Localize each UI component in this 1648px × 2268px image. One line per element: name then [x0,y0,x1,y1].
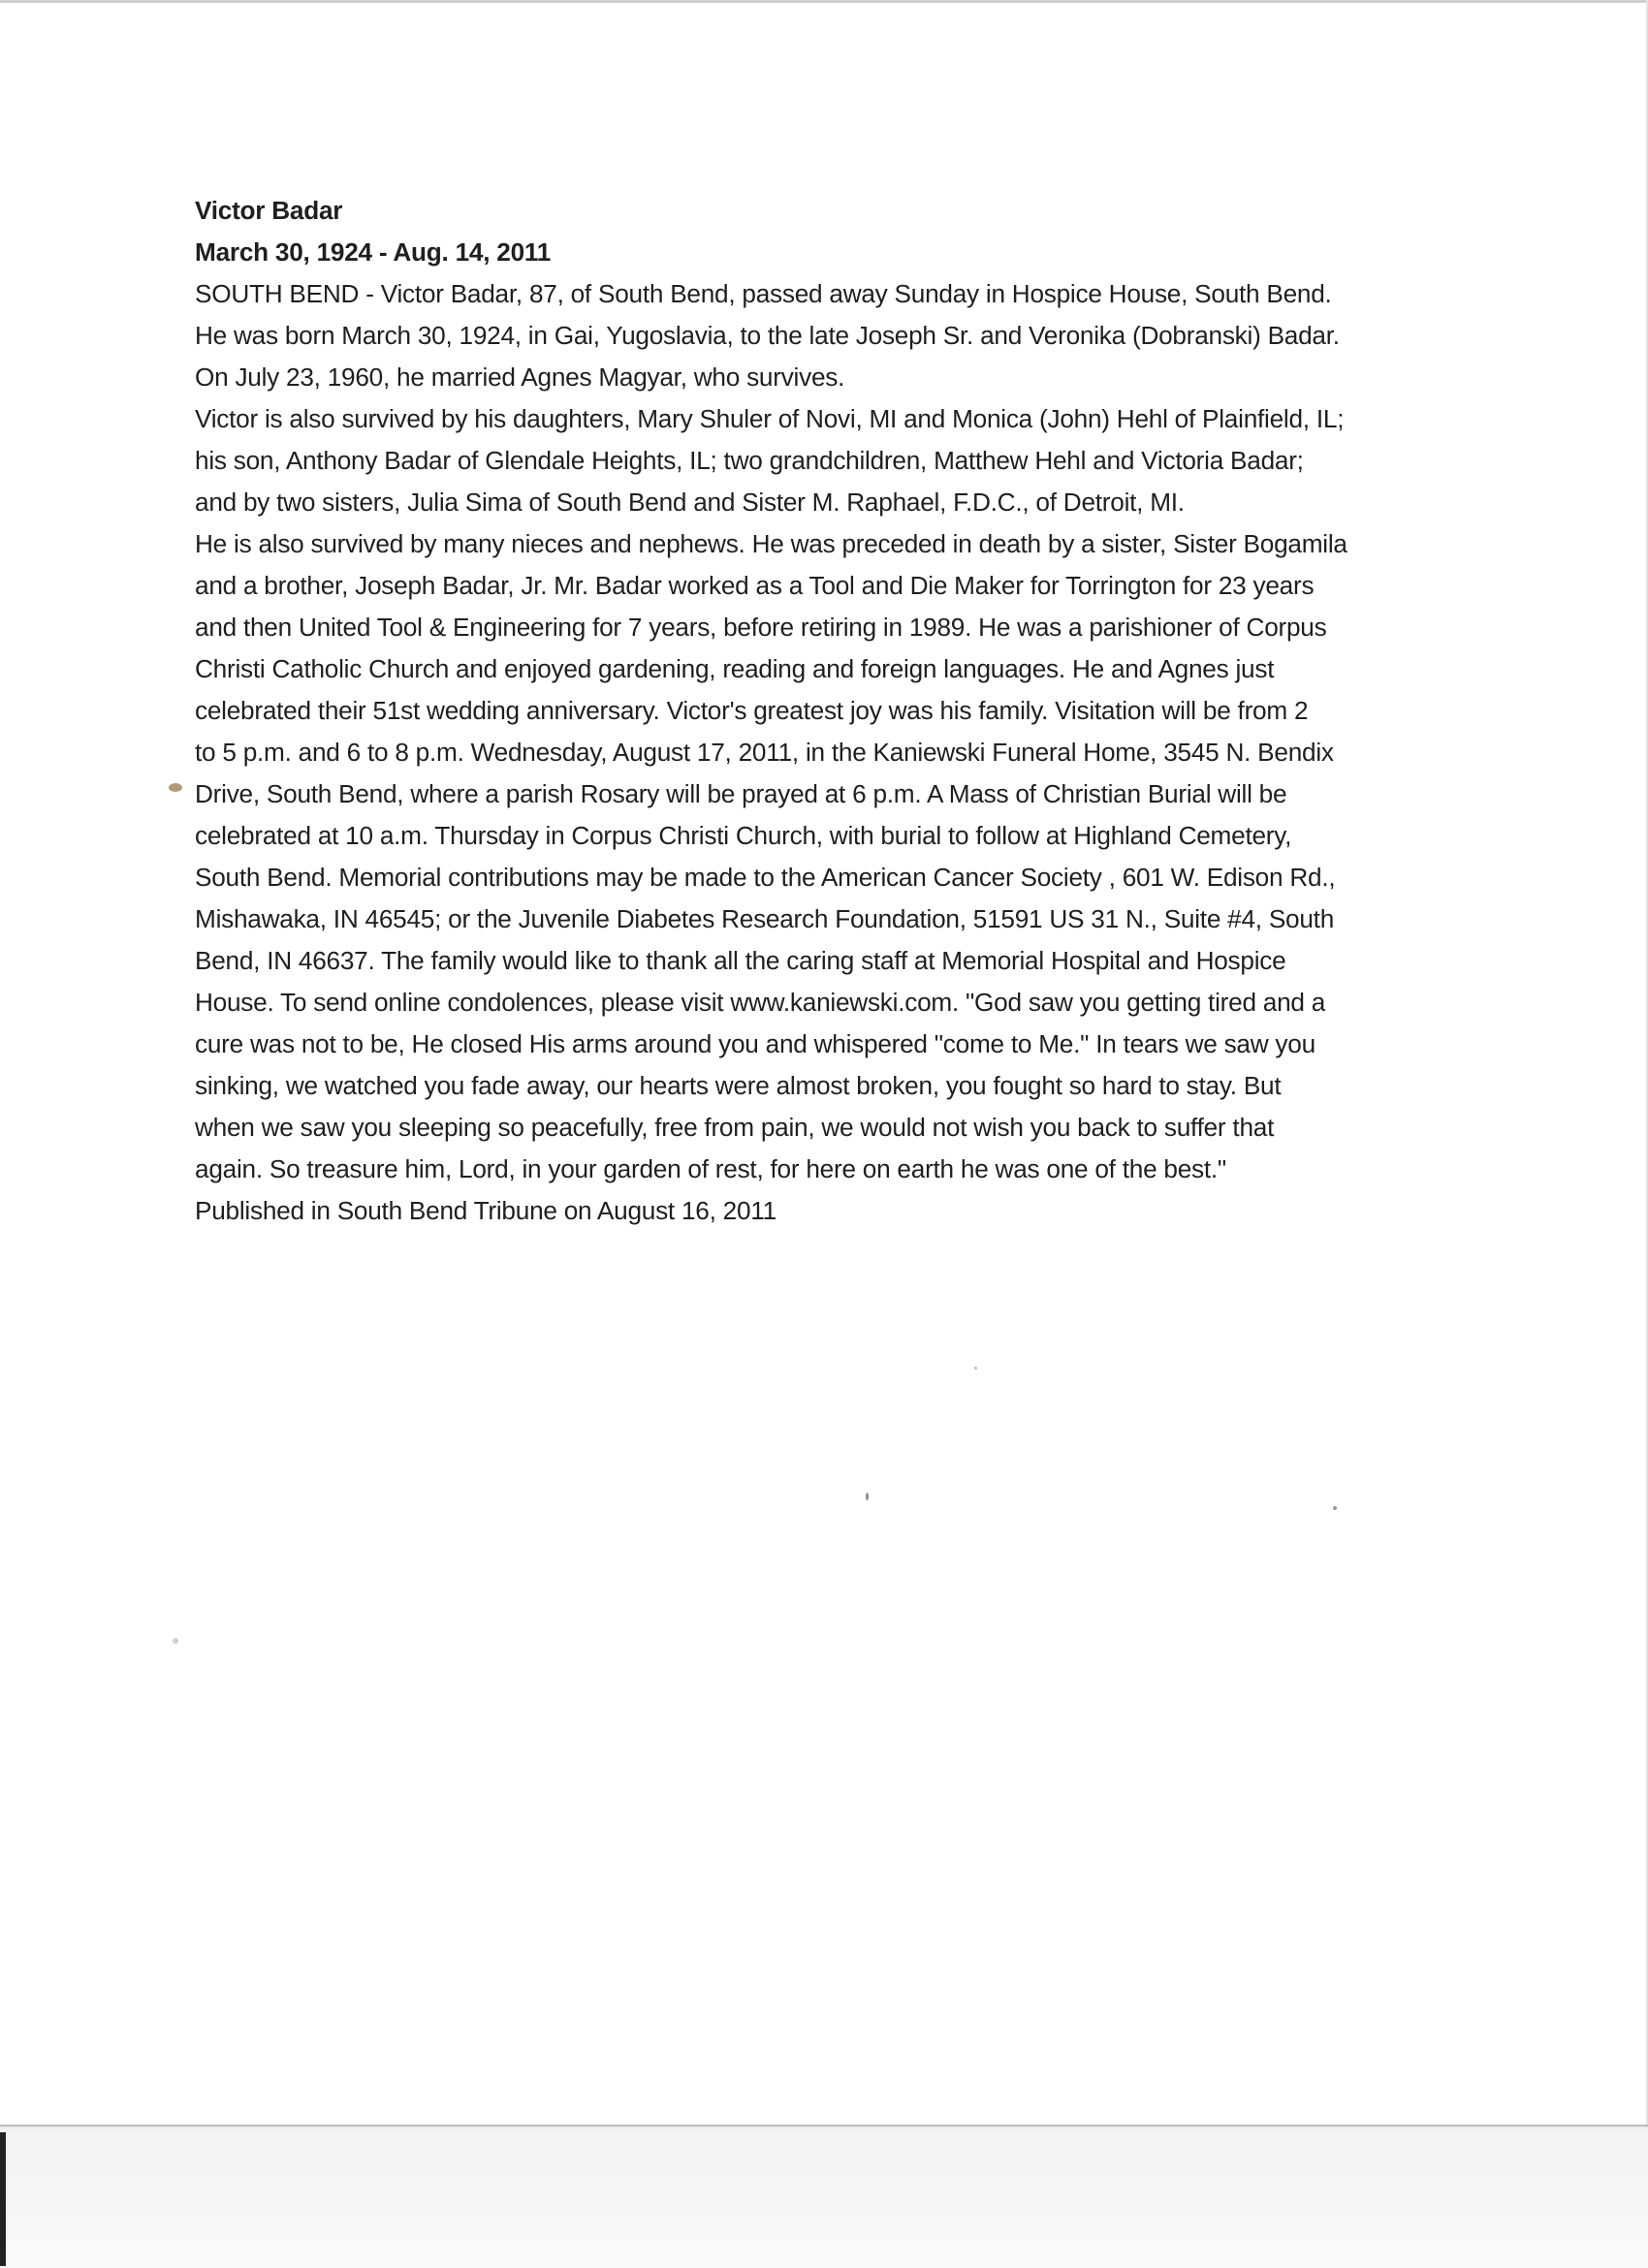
text-line: He is also survived by many nieces and nephews. He was preceded in death by a sister, Sister Bogamila [195,529,1347,558]
text-line: cure was not to be, He closed His arms around you and whispered "come to Me." In tears we saw you [195,1029,1315,1058]
text-line: Victor is also survived by his daughters, Mary Shuler of Novi, MI and Monica (John) Hehl of Plainfield, IL; [195,404,1345,433]
paragraph-birth-marriage [195,273,1494,398]
obituary-name: Victor Badar [195,196,343,225]
publication-note: Published in South Bend Tribune on August 16, 2011 [195,1196,776,1225]
text-line: House. To send online condolences, please visit www.kaniewski.com. "God saw you getting tired and a [195,988,1326,1017]
text-line: On July 23, 1960, he married Agnes Magyar, who survives. [195,362,845,392]
obituary-document [195,190,1494,1232]
text-line: again. So treasure him, Lord, in your garden of rest, for here on earth he was one of the best." [195,1154,1226,1183]
text-line: Christi Catholic Church and enjoyed gardening, reading and foreign languages. He and Agnes just [195,654,1275,683]
text-line: South Bend. Memorial contributions may be made to the American Cancer Society , 601 W. Edison Rd., [195,863,1336,892]
text-line: and by two sisters, Julia Sima of South Bend and Sister M. Raphael, F.D.C., of Detroit, MI. [195,488,1185,517]
paper-speck [974,1367,977,1370]
text-line: celebrated their 51st wedding anniversary. Victor's greatest joy was his family. Visitation will be from 2 [195,696,1309,725]
text-line: sinking, we watched you fade away, our hearts were almost broken, you fought so hard to stay. But [195,1071,1282,1100]
paper-speck [866,1493,869,1500]
paragraph-life-services [195,523,1494,1190]
text-line: He was born March 30, 1924, in Gai, Yugoslavia, to the late Joseph Sr. and Veronika (Dobranski) Badar. [195,321,1340,350]
text-line: when we saw you sleeping so peacefully, free from pain, we would not wish you back to suffer that [195,1113,1275,1142]
text-line: celebrated at 10 a.m. Thursday in Corpus Christi Church, with burial to follow at Highland Cemetery, [195,821,1292,850]
paper-speck [1333,1506,1337,1510]
paper-smudge [169,783,182,792]
scan-bottom-band [0,2125,1648,2268]
scan-top-edge [0,0,1648,3]
text-line: to 5 p.m. and 6 to 8 p.m. Wednesday, August 17, 2011, in the Kaniewski Funeral Home, 3545 N. Bendix [195,738,1334,767]
text-line: and a brother, Joseph Badar, Jr. Mr. Badar worked as a Tool and Die Maker for Torrington for 23 years [195,571,1315,600]
text-line: and then United Tool & Engineering for 7 years, before retiring in 1989. He was a parishioner of Corpus [195,613,1327,642]
paragraph-survivors [195,398,1494,523]
text-line: SOUTH BEND - Victor Badar, 87, of South Bend, passed away Sunday in Hospice House, South Bend. [195,279,1332,308]
text-line: his son, Anthony Badar of Glendale Heights, IL; two grandchildren, Matthew Hehl and Victoria Badar; [195,446,1304,475]
paper-speck [173,1638,178,1644]
text-line: Drive, South Bend, where a parish Rosary will be prayed at 6 p.m. A Mass of Christian Burial will be [195,779,1287,808]
obituary-dates: March 30, 1924 - Aug. 14, 2011 [195,237,552,267]
text-line: Bend, IN 46637. The family would like to thank all the caring staff at Memorial Hospital and Hospice [195,946,1286,975]
text-line: Mishawaka, IN 46545; or the Juvenile Diabetes Research Foundation, 51591 US 31 N., Suite #4, South [195,904,1335,933]
scan-bottom-left-edge [0,2132,6,2266]
